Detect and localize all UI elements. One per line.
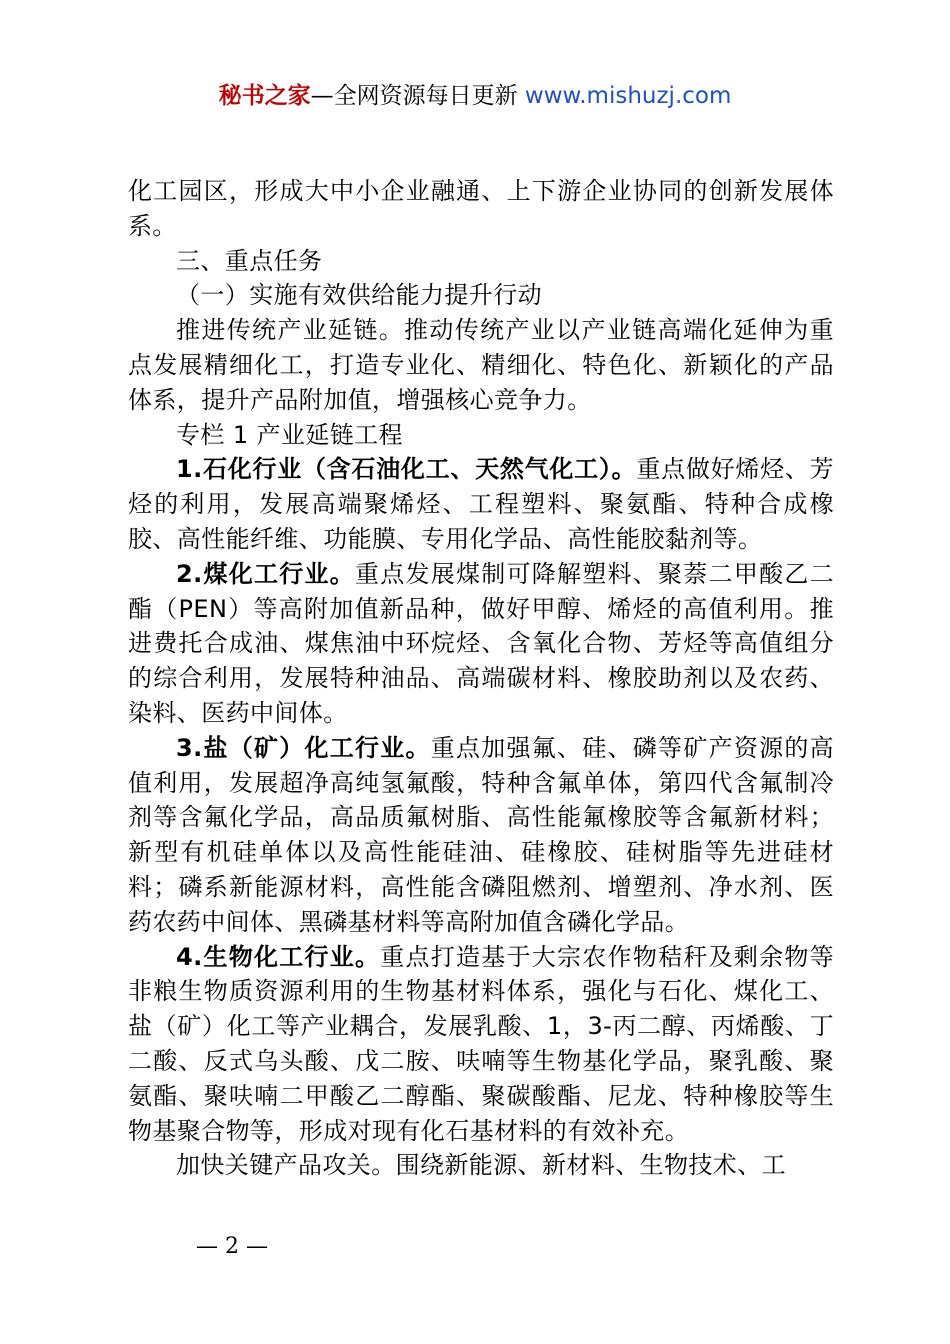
site-url-link[interactable]: www.mishuzj.com: [524, 83, 732, 109]
item-coal-chemical: [128, 557, 834, 731]
item-lead: 2.煤化工行业。: [176, 559, 355, 588]
item-body: 重点加强氟、硅、磷等矿产资源的高值利用，发展超净高纯氢氟酸，特种含氟单体，第四代含氟制冷剂等含氟化学品，高品质氟树脂、高性能氟橡胶等含氟新材料；新型有机硅单体以及高性能硅油、硅橡胶、硅树脂等先进硅材料；磷系新能源材料，高性能含磷阻燃剂、增塑剂、净水剂、医药农药中间体、黑磷基材料等高附加值含磷化学品。: [128, 733, 834, 936]
item-lead: 1.石化行业（含石油化工、天然气化工）。: [176, 455, 637, 484]
paragraph-key-products: 加快关键产品攻关。围绕新能源、新材料、生物技术、工: [176, 1151, 786, 1180]
item-salt-chemical: [128, 731, 834, 940]
document-body: [128, 174, 834, 1183]
brand-name: 秘书之家: [218, 83, 311, 109]
item-body: 重点做好烯烃、芳烃的利用，发展高端聚烯烃、工程塑料、聚氨酯、特种合成橡胶、高性能纤维、功能膜、专用化学品、高性能胶黏剂等。: [128, 455, 834, 553]
item-body: 重点发展煤制可降解塑料、聚萘二甲酸乙二酯（PEN）等高附加值新品种，做好甲醇、烯烃的高值利用。推进费托合成油、煤焦油中环烷烃、含氧化合物、芳烃等高值组分的综合利用，发展特种油品、高端碳材料、橡胶助剂以及农药、染料、医药中间体。: [128, 559, 834, 727]
paragraph-continuation: 化工园区，形成大中小企业融通、上下游企业协同的创新发展体系。: [128, 177, 834, 240]
subsection-heading: （一）实施有效供给能力提升行动: [176, 281, 542, 310]
item-bio-chemical: [128, 940, 834, 1149]
item-lead: 4.生物化工行业。: [176, 942, 381, 971]
paragraph-extend-chain: 推进传统产业延链。推动传统产业以产业链高端化延伸为重点发展精细化工，打造专业化、精细化、特色化、新颖化的产品体系，提升产品附加值，增强核心竞争力。: [128, 316, 834, 414]
site-header: [0, 80, 950, 112]
column-title: 专栏 1 产业延链工程: [176, 420, 403, 449]
item-petrochemical: [128, 452, 834, 556]
item-lead: 3.盐（矿）化工行业。: [176, 733, 431, 762]
page-number: — 2 —: [196, 1234, 268, 1259]
section-heading: 三、重点任务: [176, 246, 323, 275]
item-body: 重点打造基于大宗农作物秸秆及剩余物等非粮生物质资源利用的生物基材料体系，强化与石化、煤化工、盐（矿）化工等产业耦合，发展乳酸、1，3-丙二醇、丙烯酸、丁二酸、反式乌头酸、戊二胺、呋喃等生物基化学品，聚乳酸、聚氨酯、聚呋喃二甲酸乙二醇酯、聚碳酸酯、尼龙、特种橡胶等生物基聚合物等，形成对现有化石基材料的有效补充。: [128, 942, 834, 1145]
header-tagline: —全网资源每日更新: [310, 83, 525, 109]
